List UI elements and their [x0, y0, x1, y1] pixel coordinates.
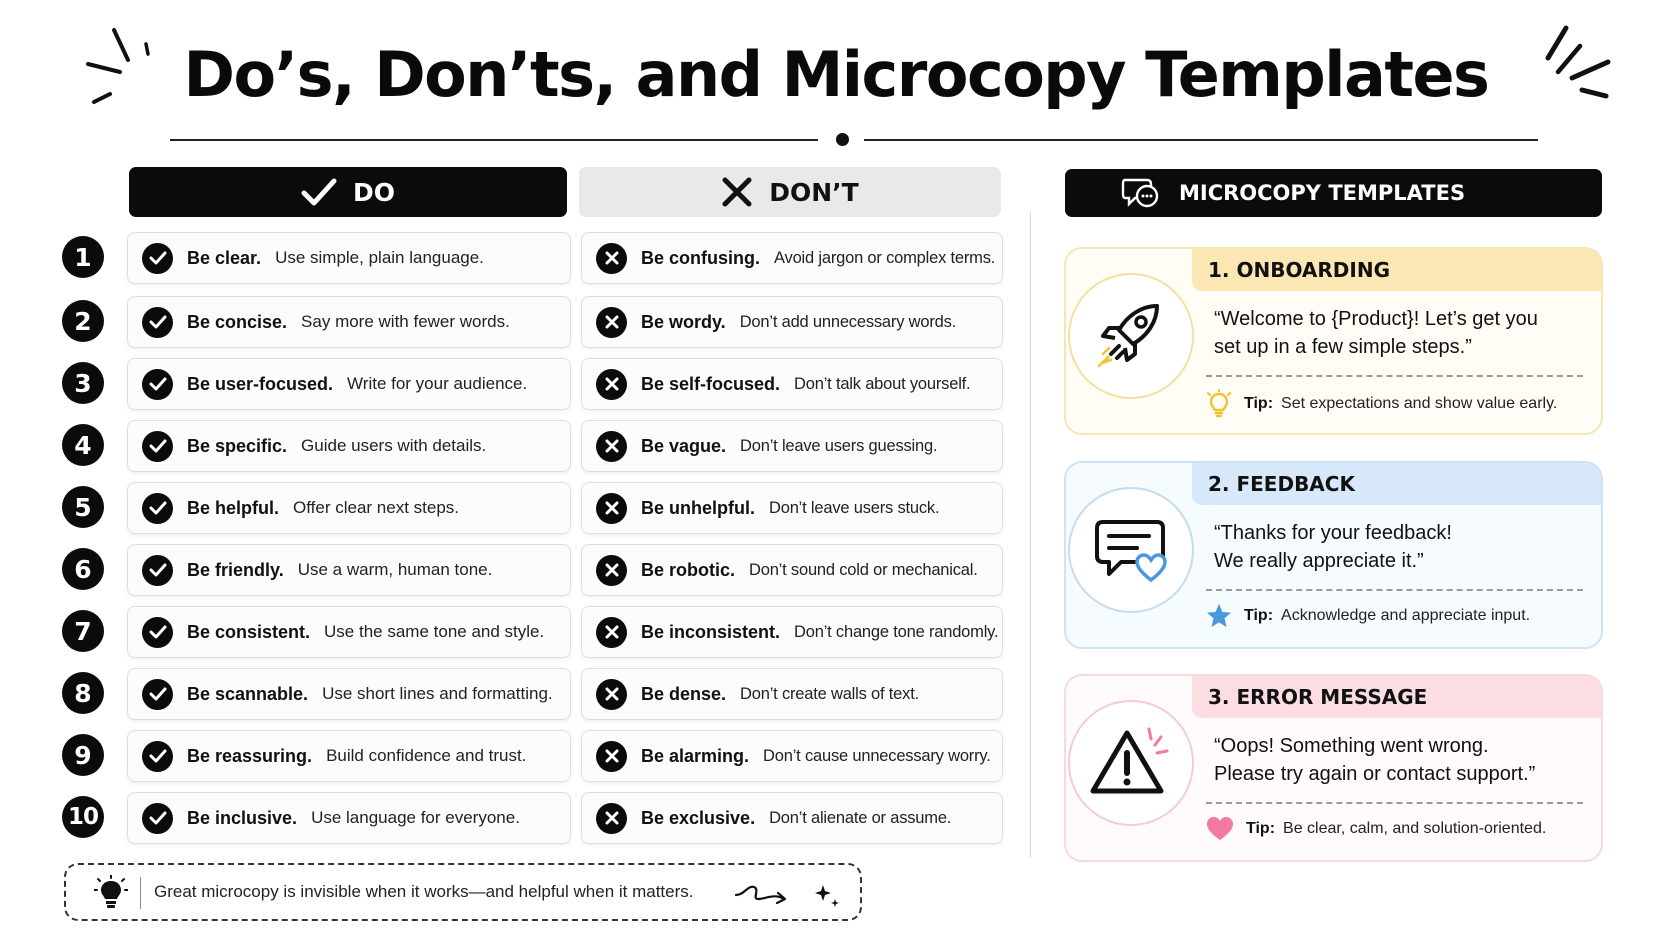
quote-line: Please try again or contact support.” [1214, 763, 1536, 785]
quote-line: set up in a few simple steps.” [1214, 336, 1472, 358]
templates-header-label: MICROCOPY TEMPLATES [1179, 181, 1466, 205]
template-quote [1214, 732, 1584, 788]
dont-card [581, 296, 1003, 348]
template-quote [1214, 305, 1584, 361]
do-card [127, 232, 571, 284]
do-card [127, 792, 571, 844]
quote-line: “Welcome to {Product}! Let’s get you [1214, 308, 1538, 330]
dont-text: Don’t talk about yourself. [794, 374, 971, 393]
template-card-onboarding [1064, 247, 1603, 435]
do-title: Be friendly. [187, 559, 284, 580]
check-circle-icon [142, 679, 173, 710]
do-title: Be reassuring. [187, 745, 313, 766]
do-header [129, 167, 567, 217]
x-circle-icon [596, 493, 627, 524]
row-number: 10 [62, 796, 104, 838]
do-text: Say more with fewer words. [301, 312, 510, 331]
x-circle-icon [596, 679, 627, 710]
squiggle-arrow-icon [734, 879, 790, 909]
template-tip [1206, 389, 1557, 419]
dont-text: Don’t leave users guessing. [740, 436, 938, 455]
x-circle-icon [596, 243, 627, 274]
dont-text: Don’t cause unnecessary worry. [763, 746, 991, 765]
tip-label: Tip: [1246, 820, 1276, 837]
row-number: 4 [62, 424, 104, 466]
dont-text: Don’t leave users stuck. [769, 498, 940, 517]
dashed-divider [1206, 589, 1583, 591]
footer-separator [140, 877, 141, 909]
dont-text: Don’t change tone randomly. [794, 622, 999, 641]
check-circle-icon [142, 307, 173, 338]
dashed-divider [1206, 375, 1583, 377]
dont-card [581, 668, 1003, 720]
template-heading: 2. FEEDBACK [1192, 463, 1601, 505]
dont-text: Don’t sound cold or mechanical. [749, 560, 978, 579]
sparkle-right-icon [1544, 22, 1614, 104]
x-circle-icon [596, 741, 627, 772]
do-title: Be helpful. [187, 497, 280, 518]
rocket-icon [1091, 296, 1171, 376]
page-title: Do’s, Don’ts, and Microcopy Templates [183, 38, 1489, 111]
do-text: Write for your audience. [347, 374, 528, 393]
x-circle-icon [596, 803, 627, 834]
do-text: Build confidence and trust. [326, 746, 527, 765]
check-circle-icon [142, 243, 173, 274]
do-text: Offer clear next steps. [293, 498, 459, 517]
check-circle-icon [142, 493, 173, 524]
do-card [127, 482, 571, 534]
warning-icon [1089, 723, 1173, 803]
dashed-divider [1206, 802, 1583, 804]
do-title: Be concise. [187, 311, 288, 332]
do-text: Use language for everyone. [311, 808, 520, 827]
dont-card [581, 792, 1003, 844]
x-circle-icon [596, 555, 627, 586]
templates-header [1065, 169, 1602, 217]
template-quote [1214, 519, 1584, 575]
title-rule-right [864, 139, 1538, 141]
dont-card [581, 544, 1003, 596]
do-title: Be specific. [187, 435, 288, 456]
do-card [127, 420, 571, 472]
dont-text: Don’t alienate or assume. [769, 808, 952, 827]
title-rule-dot [836, 133, 849, 146]
dont-text: Don’t add unnecessary words. [739, 312, 957, 331]
sparkle-icon [812, 881, 842, 911]
do-text: Use simple, plain language. [275, 248, 484, 267]
quote-line: We really appreciate it.” [1214, 550, 1424, 572]
do-text: Use a warm, human tone. [297, 560, 493, 579]
check-circle-icon [142, 741, 173, 772]
dont-title: Be inconsistent. [641, 621, 781, 642]
row-number: 5 [62, 486, 104, 528]
row-number: 1 [62, 236, 104, 278]
dont-header-label: DON’T [769, 177, 859, 207]
lightbulb-icon [1206, 389, 1232, 419]
dont-text: Avoid jargon or complex terms. [774, 248, 996, 267]
template-tip [1206, 603, 1530, 629]
lightbulb-icon [94, 875, 128, 911]
do-title: Be inclusive. [187, 807, 298, 828]
row-number: 6 [62, 548, 104, 590]
dont-title: Be confusing. [641, 247, 761, 268]
dont-title: Be vague. [641, 435, 727, 456]
do-card [127, 296, 571, 348]
do-header-label: DO [352, 177, 395, 207]
chat-heart-icon [1091, 510, 1171, 590]
do-card [127, 358, 571, 410]
do-card [127, 544, 571, 596]
do-text: Use short lines and formatting. [322, 684, 553, 703]
do-card [127, 668, 571, 720]
do-title: Be clear. [187, 247, 262, 268]
do-text: Guide users with details. [301, 436, 487, 455]
do-title: Be user-focused. [187, 373, 334, 394]
dont-title: Be robotic. [641, 559, 736, 580]
dont-title: Be unhelpful. [641, 497, 755, 518]
row-number: 8 [62, 672, 104, 714]
tip-label: Tip: [1244, 607, 1274, 624]
quote-line: “Thanks for your feedback! [1214, 522, 1452, 544]
dont-card [581, 730, 1003, 782]
do-card [127, 606, 571, 658]
tip-text: Acknowledge and appreciate input. [1281, 607, 1531, 624]
heart-icon [1206, 816, 1234, 842]
dont-title: Be wordy. [641, 311, 726, 332]
tip-text: Be clear, calm, and solution-oriented. [1283, 820, 1547, 837]
x-circle-icon [596, 369, 627, 400]
footer-text: Great microcopy is invisible when it works—and helpful when it matters. [154, 882, 694, 901]
row-number: 9 [62, 734, 104, 776]
check-circle-icon [142, 369, 173, 400]
check-circle-icon [142, 803, 173, 834]
tip-label: Tip: [1244, 395, 1274, 412]
dont-card [581, 606, 1003, 658]
dont-card [581, 358, 1003, 410]
chat-bubbles-icon [1121, 176, 1161, 210]
dont-title: Be dense. [641, 683, 727, 704]
row-number: 3 [62, 362, 104, 404]
dont-header [579, 167, 1001, 217]
title-area [0, 30, 1672, 120]
dont-title: Be exclusive. [641, 807, 756, 828]
do-title: Be scannable. [187, 683, 309, 704]
dont-card [581, 420, 1003, 472]
check-circle-icon [142, 431, 173, 462]
quote-line: “Oops! Something went wrong. [1214, 735, 1489, 757]
row-number: 2 [62, 300, 104, 342]
icon-circle [1068, 700, 1194, 826]
template-heading: 1. ONBOARDING [1192, 249, 1601, 291]
check-icon [301, 177, 337, 207]
icon-circle [1068, 487, 1194, 613]
dont-title: Be self-focused. [641, 373, 781, 394]
title-rule-left [170, 139, 818, 141]
check-circle-icon [142, 617, 173, 648]
sparkle-left-icon [84, 24, 154, 110]
template-card-feedback [1064, 461, 1603, 649]
template-card-error [1064, 674, 1603, 862]
dont-card [581, 482, 1003, 534]
dont-card [581, 232, 1003, 284]
x-icon [721, 176, 753, 208]
column-divider [1030, 213, 1031, 858]
do-card [127, 730, 571, 782]
x-circle-icon [596, 617, 627, 648]
dont-title: Be alarming. [641, 745, 750, 766]
tip-text: Set expectations and show value early. [1281, 395, 1558, 412]
star-icon [1206, 603, 1232, 629]
row-number: 7 [62, 610, 104, 652]
template-heading: 3. ERROR MESSAGE [1192, 676, 1601, 718]
do-title: Be consistent. [187, 621, 311, 642]
footer-note [64, 863, 862, 921]
dont-text: Don’t create walls of text. [740, 684, 919, 703]
template-tip [1206, 816, 1546, 842]
check-circle-icon [142, 555, 173, 586]
icon-circle [1068, 273, 1194, 399]
do-text: Use the same tone and style. [324, 622, 545, 641]
x-circle-icon [596, 431, 627, 462]
x-circle-icon [596, 307, 627, 338]
